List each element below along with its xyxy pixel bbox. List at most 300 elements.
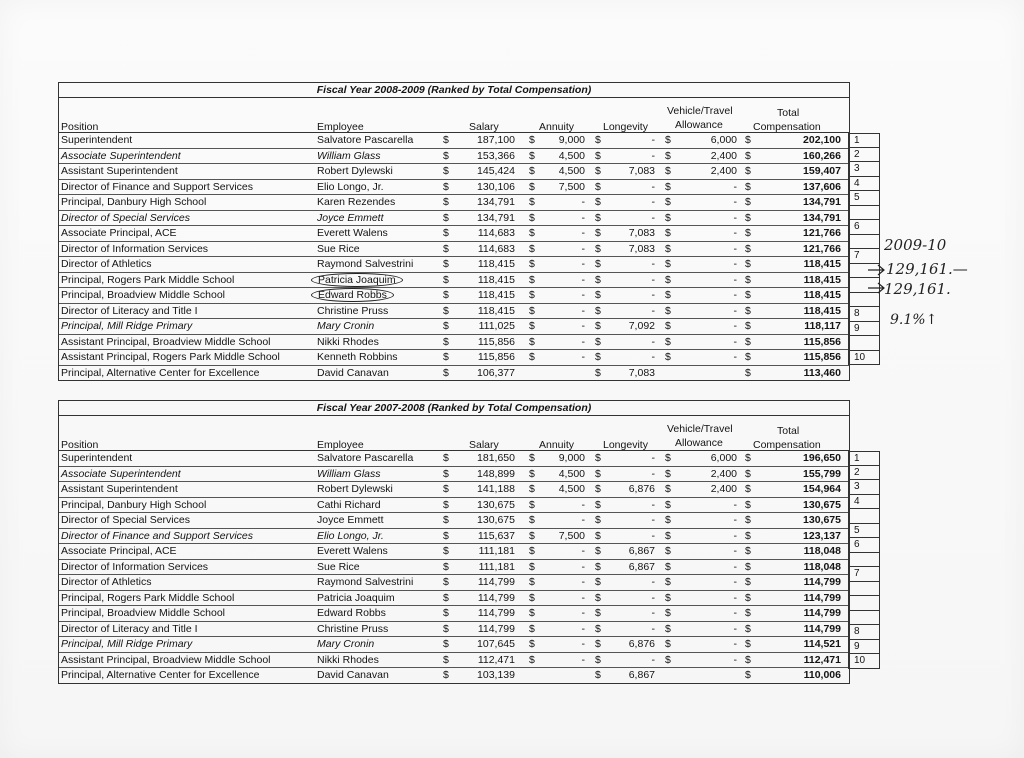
currency-symbol: $ [443, 638, 449, 650]
annuity-cell: - [581, 258, 585, 270]
currency-symbol: $ [745, 211, 751, 224]
currency-symbol: $ [745, 165, 751, 177]
vehicle-cell: - [733, 576, 737, 588]
employee-name: Robert Dylewski [317, 165, 393, 177]
currency-symbol: $ [529, 591, 535, 604]
vehicle-cell: - [733, 529, 737, 542]
employee-cell [317, 498, 439, 512]
longevity-cell: 7,083 [628, 366, 655, 379]
currency-symbol: $ [529, 211, 535, 224]
salary-cell: 115,856 [477, 351, 515, 363]
employee-cell [317, 544, 439, 558]
employee-name: David Canavan [317, 366, 389, 379]
arrow-icon [868, 283, 884, 293]
total-cell: 115,856 [803, 351, 841, 363]
annuity-cell: - [581, 289, 585, 301]
position-cell: Assistant Superintendent [61, 165, 178, 177]
longevity-cell: - [651, 196, 655, 208]
header-position: Position [61, 121, 99, 133]
table-title: Fiscal Year 2007-2008 (Ranked by Total Compensation) [59, 401, 849, 416]
employee-cell [317, 242, 439, 256]
annuity-cell: - [581, 514, 585, 526]
total-cell: 137,606 [803, 180, 841, 193]
rank-cell: 7 [848, 567, 880, 582]
total-cell: 160,266 [803, 149, 841, 162]
annuity-cell: 7,500 [558, 529, 585, 542]
longevity-cell: 6,867 [628, 669, 655, 681]
currency-symbol: $ [595, 304, 601, 317]
currency-symbol: $ [529, 560, 535, 573]
rank-cell: 3 [848, 162, 880, 177]
annuity-cell: 4,500 [558, 467, 585, 480]
longevity-cell: - [651, 622, 655, 635]
currency-symbol: $ [443, 514, 449, 526]
currency-symbol: $ [745, 227, 751, 239]
longevity-cell: - [651, 304, 655, 317]
currency-symbol: $ [443, 196, 449, 208]
longevity-cell: 6,876 [628, 638, 655, 650]
currency-symbol: $ [745, 452, 751, 464]
total-cell: 118,415 [803, 273, 841, 286]
longevity-cell: - [651, 591, 655, 604]
currency-symbol: $ [595, 149, 601, 162]
currency-symbol: $ [745, 545, 751, 557]
currency-symbol: $ [529, 258, 535, 270]
currency-symbol: $ [529, 227, 535, 239]
currency-symbol: $ [443, 211, 449, 224]
total-cell: 114,799 [803, 607, 841, 619]
rank-cell: 10 [848, 351, 880, 366]
salary-cell: 107,645 [477, 638, 515, 650]
employee-name: David Canavan [317, 669, 389, 681]
vehicle-cell: 2,400 [710, 165, 737, 177]
vehicle-cell: 2,400 [710, 467, 737, 480]
position-cell: Principal, Broadview Middle School [61, 607, 225, 619]
salary-cell: 134,791 [477, 211, 515, 224]
header-position: Position [61, 439, 99, 451]
longevity-cell: - [651, 335, 655, 348]
currency-symbol: $ [595, 366, 601, 379]
currency-symbol: $ [595, 320, 601, 332]
currency-symbol: $ [443, 149, 449, 162]
table-body [59, 451, 849, 683]
currency-symbol: $ [665, 591, 671, 604]
currency-symbol: $ [665, 653, 671, 666]
total-cell: 118,415 [803, 258, 841, 270]
rank-cell [848, 596, 880, 611]
currency-symbol: $ [595, 576, 601, 588]
currency-symbol: $ [443, 134, 449, 146]
annuity-cell: - [581, 638, 585, 650]
salary-cell: 114,799 [477, 607, 515, 619]
longevity-cell: - [651, 467, 655, 480]
employee-name: Joyce Emmett [317, 514, 384, 526]
longevity-cell: 7,083 [628, 242, 655, 255]
header-total-line1: Total [777, 425, 800, 437]
salary-cell: 115,637 [477, 529, 515, 542]
salary-cell: 111,181 [478, 545, 515, 557]
currency-symbol: $ [443, 242, 449, 255]
vehicle-cell: - [733, 638, 737, 650]
total-cell: 118,048 [803, 545, 841, 557]
salary-cell: 134,791 [477, 196, 515, 208]
employee-cell [317, 350, 439, 364]
annuity-cell: 9,000 [558, 134, 585, 146]
arrow-up-icon: ↑ [925, 312, 938, 328]
salary-cell: 111,025 [478, 320, 515, 332]
table-row [59, 451, 849, 467]
currency-symbol: $ [745, 498, 751, 511]
rank-cell: 1 [848, 133, 880, 148]
salary-cell: 111,181 [478, 560, 515, 573]
table-row [59, 149, 849, 165]
employee-name: Karen Rezendes [317, 196, 396, 208]
currency-symbol: $ [595, 467, 601, 480]
currency-symbol: $ [529, 180, 535, 193]
currency-symbol: $ [529, 638, 535, 650]
currency-symbol: $ [529, 196, 535, 208]
position-cell: Principal, Rogers Park Middle School [61, 591, 235, 604]
vehicle-cell: - [733, 607, 737, 619]
position-cell: Director of Information Services [61, 560, 209, 573]
currency-symbol: $ [529, 514, 535, 526]
currency-symbol: $ [745, 560, 751, 573]
salary-cell: 141,188 [477, 483, 515, 495]
currency-symbol: $ [595, 607, 601, 619]
currency-symbol: $ [443, 289, 449, 301]
employee-name: Everett Walens [317, 545, 388, 557]
table-row [59, 591, 849, 607]
currency-symbol: $ [745, 351, 751, 363]
rank-cell: 9 [848, 322, 880, 337]
currency-symbol: $ [665, 227, 671, 239]
position-cell: Assistant Principal, Rogers Park Middle School [61, 351, 280, 363]
currency-symbol: $ [529, 351, 535, 363]
vehicle-cell: - [733, 498, 737, 511]
compensation-table-2008-2009 [58, 82, 850, 381]
employee-cell [317, 451, 439, 465]
currency-symbol: $ [745, 514, 751, 526]
currency-symbol: $ [443, 467, 449, 480]
currency-symbol: $ [665, 211, 671, 224]
employee-name: William Glass [317, 149, 381, 162]
currency-symbol: $ [443, 498, 449, 511]
currency-symbol: $ [745, 289, 751, 301]
handwritten-value-2: 129,161. [884, 280, 951, 298]
table-row [59, 575, 849, 591]
employee-name: Nikki Rhodes [317, 653, 379, 666]
table-row [59, 482, 849, 498]
longevity-cell: - [651, 149, 655, 162]
vehicle-cell: - [733, 622, 737, 635]
currency-symbol: $ [745, 258, 751, 270]
currency-symbol: $ [665, 514, 671, 526]
annuity-cell: 9,000 [558, 452, 585, 464]
total-cell: 121,766 [803, 242, 841, 255]
annuity-cell: - [581, 242, 585, 255]
employee-cell [317, 653, 439, 667]
currency-symbol: $ [443, 273, 449, 286]
employee-name: Raymond Salvestrini [317, 258, 414, 270]
table-body [59, 133, 849, 380]
total-cell: 118,117 [804, 320, 841, 332]
vehicle-cell: - [733, 258, 737, 270]
currency-symbol: $ [665, 149, 671, 162]
table-row [59, 622, 849, 638]
rank-cell [848, 235, 880, 250]
annuity-cell: - [581, 607, 585, 619]
position-cell: Director of Special Services [61, 514, 190, 526]
currency-symbol: $ [665, 576, 671, 588]
header-vehicle-line1: Vehicle/Travel [667, 105, 733, 117]
currency-symbol: $ [595, 289, 601, 301]
header-vehicle-line2: Allowance [675, 119, 723, 131]
table-row [59, 498, 849, 514]
currency-symbol: $ [443, 452, 449, 464]
position-cell: Director of Finance and Support Services [61, 529, 254, 542]
position-cell: Superintendent [61, 452, 133, 464]
table-row [59, 653, 849, 669]
annuity-cell: 4,500 [558, 165, 585, 177]
currency-symbol: $ [443, 366, 449, 379]
annuity-cell: - [581, 622, 585, 635]
position-cell: Director of Information Services [61, 242, 209, 255]
employee-name: Elio Longo, Jr. [317, 529, 384, 542]
currency-symbol: $ [595, 258, 601, 270]
vehicle-cell: - [733, 242, 737, 255]
currency-symbol: $ [443, 622, 449, 635]
currency-symbol: $ [745, 591, 751, 604]
total-cell: 114,799 [803, 591, 841, 604]
rank-cell: 2 [848, 148, 880, 163]
total-cell: 130,675 [803, 498, 841, 511]
longevity-cell: - [651, 529, 655, 542]
rank-cell: 5 [848, 524, 880, 539]
currency-symbol: $ [745, 576, 751, 588]
position-cell: Director of Literacy and Title I [61, 622, 198, 635]
currency-symbol: $ [745, 273, 751, 286]
employee-name: Christine Pruss [317, 304, 389, 317]
vehicle-cell: - [733, 211, 737, 224]
longevity-cell: 6,876 [628, 483, 655, 495]
rank-cell: 8 [848, 307, 880, 322]
table-row [59, 180, 849, 196]
table-row [59, 226, 849, 242]
salary-cell: 148,899 [477, 467, 515, 480]
rank-cell: 3 [848, 480, 880, 495]
longevity-cell: 7,083 [628, 165, 655, 177]
currency-symbol: $ [529, 289, 535, 301]
annuity-cell: - [581, 351, 585, 363]
vehicle-cell: - [733, 335, 737, 348]
currency-symbol: $ [529, 165, 535, 177]
header-longevity: Longevity [603, 439, 648, 451]
employee-name: Kenneth Robbins [317, 351, 398, 363]
employee-cell [317, 668, 439, 682]
currency-symbol: $ [745, 242, 751, 255]
annuity-cell: 7,500 [558, 180, 585, 193]
total-cell: 155,799 [803, 467, 841, 480]
employee-cell [317, 467, 439, 481]
salary-cell: 112,471 [477, 653, 515, 666]
total-cell: 134,791 [803, 196, 841, 208]
employee-name: Joyce Emmett [317, 211, 384, 224]
rank-cell: 5 [848, 191, 880, 206]
rank-cell: 7 [848, 249, 880, 264]
table-row [59, 319, 849, 335]
employee-cell [317, 149, 439, 163]
position-cell: Director of Special Services [61, 211, 190, 224]
longevity-cell: - [651, 452, 655, 464]
annuity-cell: - [581, 545, 585, 557]
employee-name: Everett Walens [317, 227, 388, 239]
vehicle-cell: - [733, 514, 737, 526]
longevity-cell: - [651, 273, 655, 286]
vehicle-cell: - [733, 591, 737, 604]
vehicle-cell: - [733, 653, 737, 666]
currency-symbol: $ [529, 653, 535, 666]
currency-symbol: $ [529, 622, 535, 635]
currency-symbol: $ [665, 258, 671, 270]
currency-symbol: $ [665, 289, 671, 301]
header-employee: Employee [317, 439, 364, 451]
currency-symbol: $ [529, 529, 535, 542]
vehicle-cell: - [733, 545, 737, 557]
currency-symbol: $ [745, 149, 751, 162]
currency-symbol: $ [529, 242, 535, 255]
currency-symbol: $ [529, 467, 535, 480]
currency-symbol: $ [595, 227, 601, 239]
currency-symbol: $ [529, 483, 535, 495]
currency-symbol: $ [443, 607, 449, 619]
annuity-cell: - [581, 591, 585, 604]
employee-name: Elio Longo, Jr. [317, 180, 384, 193]
currency-symbol: $ [595, 545, 601, 557]
vehicle-cell: - [733, 320, 737, 332]
longevity-cell: 7,092 [628, 320, 655, 332]
currency-symbol: $ [443, 591, 449, 604]
vehicle-cell: 2,400 [710, 483, 737, 495]
employee-name: Patricia Joaquim [317, 591, 395, 604]
currency-symbol: $ [529, 452, 535, 464]
salary-cell: 181,650 [477, 452, 515, 464]
currency-symbol: $ [665, 304, 671, 317]
handwritten-percent: 9.1%↑ [890, 312, 938, 328]
currency-symbol: $ [745, 134, 751, 146]
currency-symbol: $ [665, 196, 671, 208]
position-cell: Principal, Mill Ridge Primary [61, 638, 193, 650]
longevity-cell: - [651, 653, 655, 666]
salary-cell: 118,415 [477, 304, 515, 317]
employee-cell [317, 366, 439, 380]
currency-symbol: $ [665, 545, 671, 557]
total-cell: 112,471 [803, 653, 841, 666]
total-cell: 123,137 [803, 529, 841, 542]
salary-cell: 153,366 [477, 149, 515, 162]
position-cell: Director of Athletics [61, 258, 152, 270]
currency-symbol: $ [443, 529, 449, 542]
currency-symbol: $ [529, 304, 535, 317]
currency-symbol: $ [443, 560, 449, 573]
compensation-table-2007-2008 [58, 400, 850, 684]
total-cell: 114,521 [803, 638, 841, 650]
currency-symbol: $ [595, 622, 601, 635]
header-vehicle-line1: Vehicle/Travel [667, 423, 733, 435]
currency-symbol: $ [665, 560, 671, 573]
currency-symbol: $ [443, 545, 449, 557]
currency-symbol: $ [529, 149, 535, 162]
table-row [59, 273, 849, 289]
currency-symbol: $ [443, 483, 449, 495]
position-cell: Principal, Danbury High School [61, 498, 207, 511]
employee-name: Mary Cronin [317, 320, 375, 332]
currency-symbol: $ [443, 227, 449, 239]
currency-symbol: $ [529, 320, 535, 332]
currency-symbol: $ [595, 560, 601, 573]
arrow-icon [868, 265, 884, 275]
annuity-cell: - [581, 498, 585, 511]
currency-symbol: $ [595, 351, 601, 363]
annuity-cell: - [581, 304, 585, 317]
vehicle-cell: 6,000 [710, 452, 737, 464]
total-cell: 130,675 [803, 514, 841, 526]
salary-cell: 118,415 [477, 273, 515, 286]
employee-cell [317, 195, 439, 209]
salary-cell: 118,415 [477, 289, 515, 301]
currency-symbol: $ [529, 545, 535, 557]
rank-cell: 9 [848, 640, 880, 655]
currency-symbol: $ [665, 467, 671, 480]
employee-cell [317, 180, 439, 194]
table-row [59, 257, 849, 273]
currency-symbol: $ [595, 452, 601, 464]
longevity-cell: - [651, 351, 655, 363]
currency-symbol: $ [443, 180, 449, 193]
employee-cell [317, 482, 439, 496]
position-cell: Principal, Danbury High School [61, 196, 207, 208]
table-header [59, 98, 849, 133]
header-annuity: Annuity [539, 121, 575, 133]
rank-cell [848, 553, 880, 568]
longevity-cell: - [651, 514, 655, 526]
table-row [59, 366, 849, 381]
employee-cell [317, 226, 439, 240]
total-cell: 134,791 [803, 211, 841, 224]
position-cell: Principal, Rogers Park Middle School [61, 273, 235, 286]
header-annuity: Annuity [539, 439, 575, 451]
currency-symbol: $ [595, 273, 601, 286]
employee-name: Nikki Rhodes [317, 335, 379, 348]
rank-cell: 10 [848, 654, 880, 669]
salary-cell: 130,675 [477, 514, 515, 526]
vehicle-cell: - [733, 196, 737, 208]
total-cell: 118,048 [803, 560, 841, 573]
salary-cell: 145,424 [477, 165, 515, 177]
position-cell: Director of Finance and Support Services [61, 180, 254, 193]
employee-cell [317, 335, 439, 349]
employee-cell [317, 513, 439, 527]
annuity-cell: - [581, 653, 585, 666]
salary-cell: 106,377 [477, 366, 515, 379]
currency-symbol: $ [595, 211, 601, 224]
header-salary: Salary [469, 121, 499, 133]
position-cell: Associate Superintendent [61, 467, 181, 480]
annuity-cell: - [581, 576, 585, 588]
currency-symbol: $ [745, 320, 751, 332]
table-row [59, 606, 849, 622]
currency-symbol: $ [529, 576, 535, 588]
table-row [59, 335, 849, 351]
